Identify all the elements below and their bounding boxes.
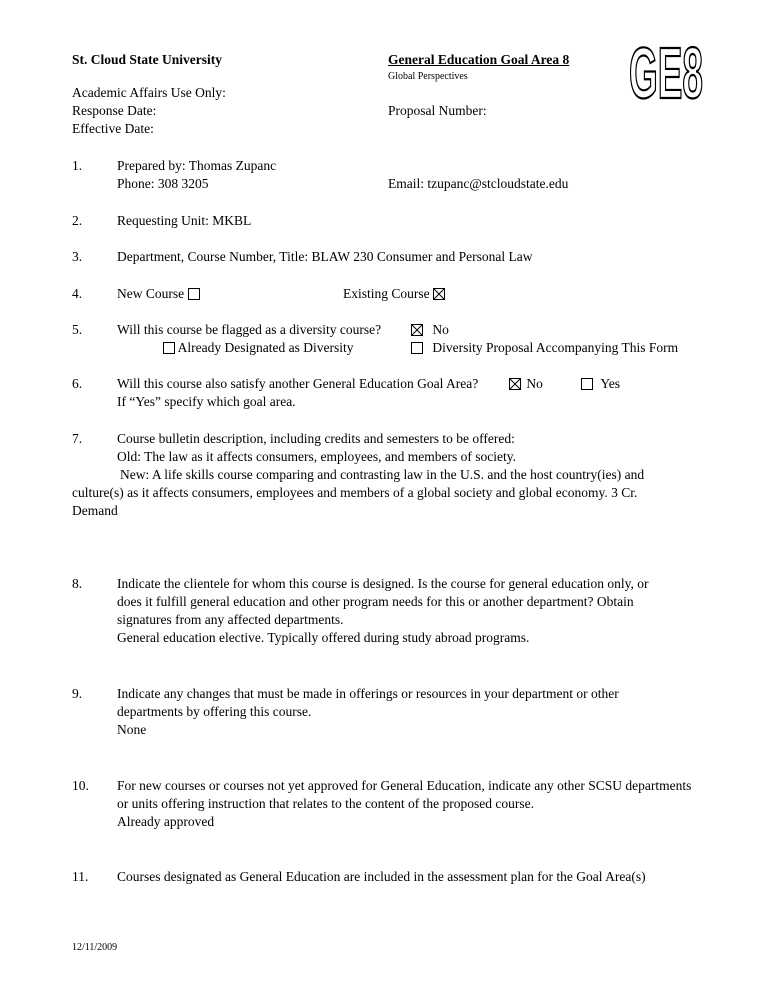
new-course-checkbox[interactable] (188, 288, 200, 300)
already-designated-option (163, 340, 353, 356)
other-goal-yes-checkbox[interactable] (581, 378, 593, 390)
item-number-5: 5. (72, 322, 83, 337)
item-number-6: 6. (72, 376, 83, 391)
clientele-line2: does it fulfill general education and other program needs for this or another department? Obtain (117, 594, 634, 609)
item-number-8: 8. (72, 576, 83, 591)
changes-answer: None (117, 722, 147, 737)
diversity-no-option (411, 322, 449, 338)
checkbox-x-mark-icon (510, 379, 520, 389)
new-description-line1: New: A life skills course comparing and contrasting law in the U.S. and the host country(ies) and (120, 467, 645, 482)
new-description-line2: culture(s) as it affects consumers, employees and members of a global society and global economy. 3 Cr. (72, 485, 638, 500)
response-date-label: Response Date: (72, 103, 157, 118)
related-line2: or units offering instruction that relates to the content of the proposed course. (117, 796, 535, 811)
assessment-line1: Courses designated as General Education are included in the assessment plan for the Goal Area(s) (117, 869, 646, 884)
university-name: St. Cloud State University (72, 52, 223, 67)
checkbox-x-mark-icon (434, 289, 444, 299)
related-answer: Already approved (117, 814, 215, 829)
old-description: Old: The law as it affects consumers, employees, and members of society. (117, 449, 517, 464)
already-designated-checkbox[interactable] (163, 342, 175, 354)
diversity-no-label: No (432, 322, 449, 337)
academic-affairs-label: Academic Affairs Use Only: (72, 85, 226, 100)
other-goal-no-checkbox[interactable] (509, 378, 521, 390)
clientele-answer: General education elective. Typically offered during study abroad programs. (117, 630, 530, 645)
phone: Phone: 308 3205 (117, 176, 209, 191)
related-line1: For new courses or courses not yet approved for General Education, indicate any other SCSU departments (117, 778, 692, 793)
diversity-no-checkbox[interactable] (411, 324, 423, 336)
item-number-9: 9. (72, 686, 83, 701)
ge8-logo (627, 34, 707, 114)
diversity-question: Will this course be flagged as a diversity course? (117, 322, 382, 337)
goal-area-subtitle: Global Perspectives (388, 71, 468, 82)
diversity-proposal-label: Diversity Proposal Accompanying This Form (432, 340, 679, 355)
existing-course-checkbox[interactable] (433, 288, 445, 300)
clientele-line3: signatures from any affected departments. (117, 612, 344, 627)
effective-date-label: Effective Date: (72, 121, 154, 136)
checkbox-x-mark-icon (412, 325, 422, 335)
item-number-11: 11. (72, 869, 89, 884)
already-designated-label: Already Designated as Diversity (177, 340, 354, 355)
email: Email: tzupanc@stcloudstate.edu (388, 176, 569, 191)
item-number-10: 10. (72, 778, 89, 793)
changes-line2: departments by offering this course. (117, 704, 312, 719)
changes-line1: Indicate any changes that must be made in offerings or resources in your department or other (117, 686, 619, 701)
item-number-7: 7. (72, 431, 83, 446)
existing-course-label: Existing Course (343, 286, 430, 301)
other-goal-no-label: No (526, 376, 543, 391)
footer-date: 12/11/2009 (72, 942, 118, 953)
department-course-title: Department, Course Number, Title: BLAW 230 Consumer and Personal Law (117, 249, 533, 264)
diversity-proposal-checkbox[interactable] (411, 342, 423, 354)
new-description-line3: Demand (72, 503, 118, 518)
other-goal-yes-label: Yes (600, 376, 621, 391)
goal-area-title: General Education Goal Area 8 (388, 52, 570, 67)
if-yes-label: If “Yes” specify which goal area. (117, 394, 296, 409)
diversity-proposal-option (411, 340, 678, 356)
new-course-option (117, 286, 200, 302)
clientele-line1: Indicate the clientele for whom this course is designed. Is the course for general education only, or (117, 576, 649, 591)
ge8-logo-text: GE8 (629, 34, 703, 114)
item-number-2: 2. (72, 213, 83, 228)
existing-course-option (343, 286, 445, 302)
item-number-4: 4. (72, 286, 83, 301)
other-goal-question: Will this course also satisfy another General Education Goal Area? (117, 376, 479, 391)
item-number-1: 1. (72, 158, 83, 173)
new-course-label: New Course (117, 286, 185, 301)
prepared-by: Prepared by: Thomas Zupanc (117, 158, 277, 173)
proposal-number-label: Proposal Number: (388, 103, 487, 118)
other-goal-no-option (509, 376, 543, 392)
other-goal-yes-option (581, 376, 620, 392)
requesting-unit: Requesting Unit: MKBL (117, 213, 252, 228)
bulletin-label: Course bulletin description, including credits and semesters to be offered: (117, 431, 515, 446)
item-number-3: 3. (72, 249, 83, 264)
